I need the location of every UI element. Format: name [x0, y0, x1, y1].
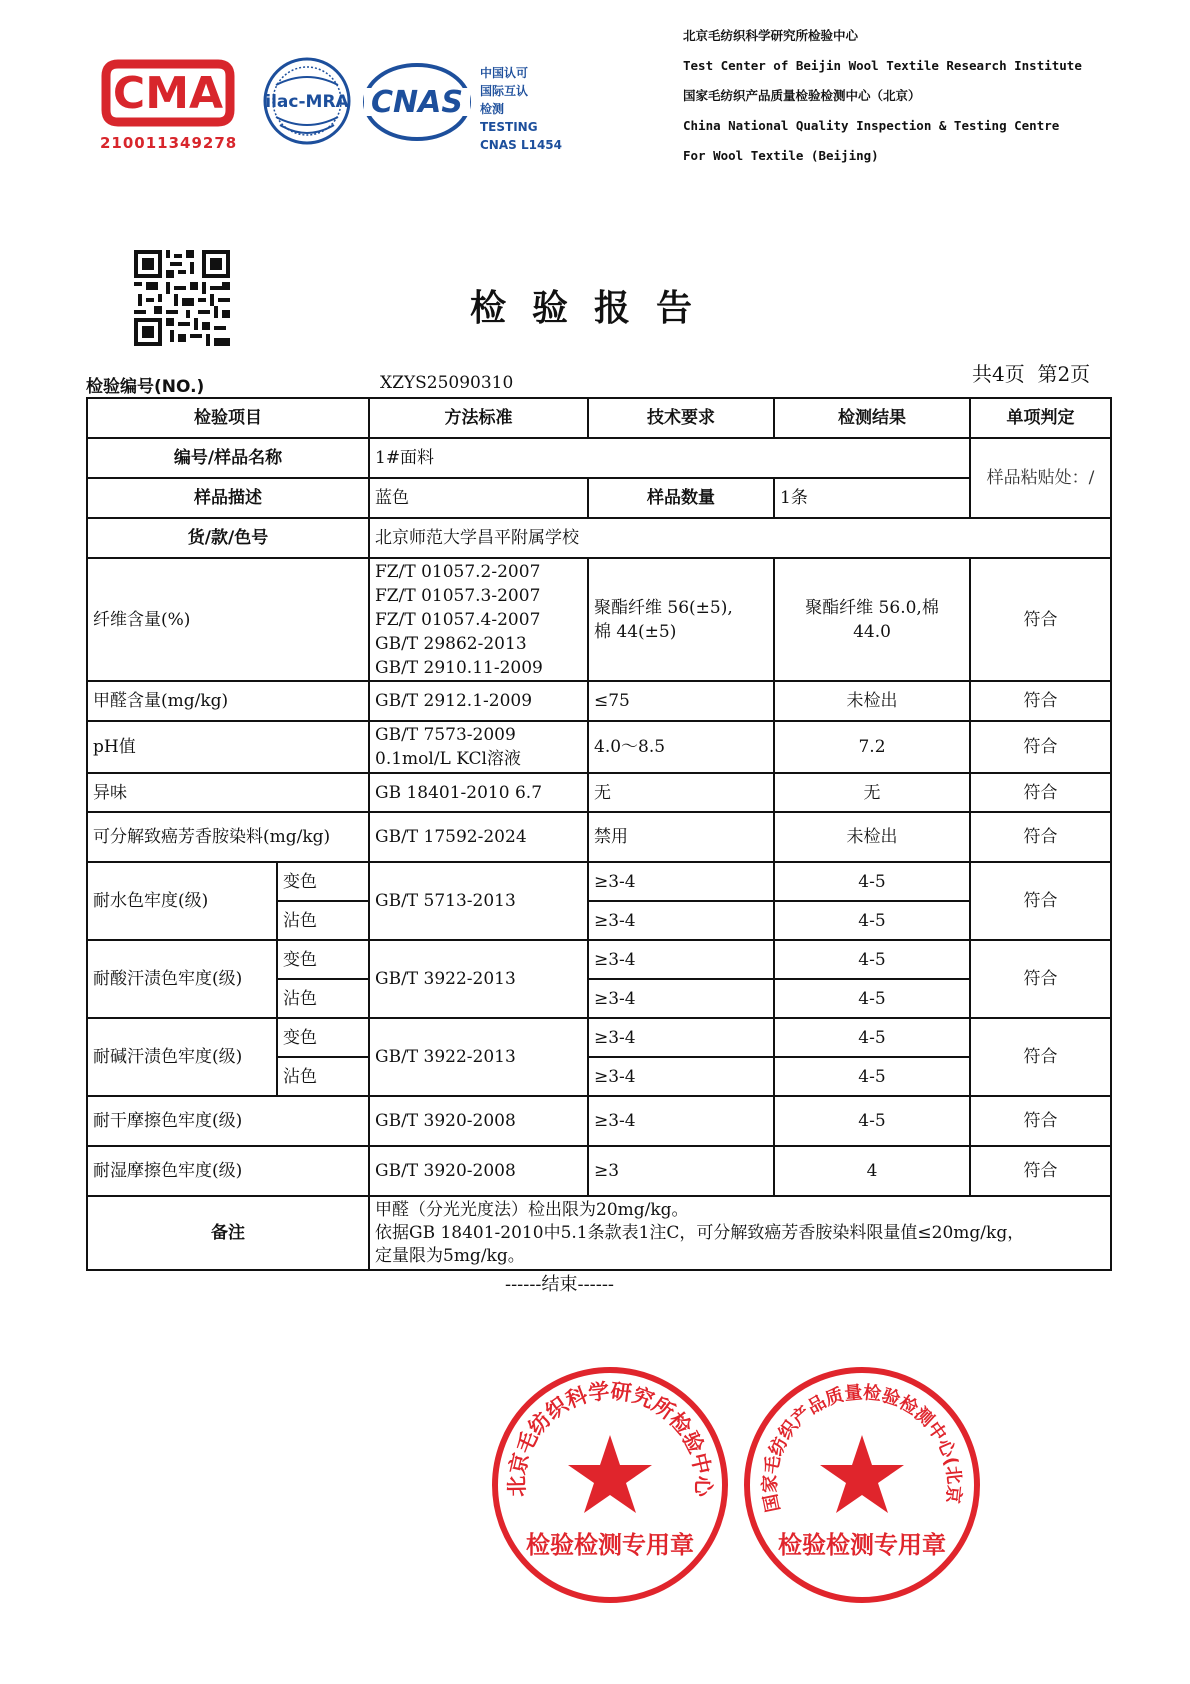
result-cell: 4-5 — [774, 1096, 970, 1146]
result-cell: 未检出 — [774, 681, 970, 721]
result-cell: 4-5 — [774, 979, 970, 1018]
requirement-cell: 禁用 — [588, 812, 774, 862]
col-header-result: 检测结果 — [774, 398, 970, 438]
result-cell: 4-5 — [774, 862, 970, 901]
institute-name-cn: 北京毛纺织科学研究所检验中心 — [683, 28, 859, 43]
cnas-line: 检测 — [480, 102, 505, 116]
requirement-cell: ≥3-4 — [588, 940, 774, 979]
cnas-line: CNAS L1454 — [480, 138, 563, 152]
style-label: 货/款/色号 — [87, 518, 369, 558]
judgement-cell: 符合 — [970, 681, 1111, 721]
item-cell: pH值 — [87, 721, 369, 773]
method-cell: FZ/T 01057.2-2007 FZ/T 01057.3-2007 FZ/T 01057.4-2007 GB/T 29862-2013 GB/T 2910.11-2009 — [369, 558, 588, 681]
star-icon — [568, 1435, 652, 1513]
item-cell: 耐水色牢度(级) — [87, 862, 277, 940]
item-cell: 耐酸汗渍色牢度(级) — [87, 940, 277, 1018]
cnas-text — [480, 64, 562, 154]
sub-item-cell: 沾色 — [277, 1057, 369, 1096]
remarks-row — [87, 1196, 1111, 1270]
cnas-logo — [362, 62, 472, 142]
result-cell: 4 — [774, 1146, 970, 1196]
table-row — [87, 773, 1111, 812]
method-cell: GB/T 5713-2013 — [369, 862, 588, 940]
table-row — [87, 1146, 1111, 1196]
requirement-cell: ≥3-4 — [588, 1096, 774, 1146]
institute-block — [683, 28, 1103, 164]
sample-id-label: 编号/样品名称 — [87, 438, 369, 478]
requirement-cell: 无 — [588, 773, 774, 812]
sample-desc-row — [87, 478, 1111, 518]
result-cell: 未检出 — [774, 812, 970, 862]
sample-qty-label: 样品数量 — [588, 478, 774, 518]
item-cell: 耐干摩擦色牢度(级) — [87, 1096, 369, 1146]
table-row — [87, 558, 1111, 681]
judgement-cell: 符合 — [970, 1146, 1111, 1196]
method-cell: GB/T 3922-2013 — [369, 940, 588, 1018]
requirement-cell: 聚酯纤维 56(±5), 棉 44(±5) — [588, 558, 774, 681]
sub-item-cell: 沾色 — [277, 979, 369, 1018]
col-header-judgement: 单项判定 — [970, 398, 1111, 438]
requirement-cell: ≥3 — [588, 1146, 774, 1196]
judgement-cell: 符合 — [970, 862, 1111, 940]
star-icon — [820, 1435, 904, 1513]
item-cell: 纤维含量(%) — [87, 558, 369, 681]
report-no-label: 检验编号(NO.) — [86, 377, 205, 397]
col-header-item: 检验项目 — [87, 398, 369, 438]
sample-sticker — [970, 438, 1111, 518]
result-cell: 无 — [774, 773, 970, 812]
institute-name-en: Test Center of Beijin Wool Textile Research Institute — [683, 58, 1082, 73]
result-cell: 4-5 — [774, 901, 970, 940]
requirement-cell: ≥3-4 — [588, 1018, 774, 1057]
sample-sticker-text: 样品粘贴处：/ — [986, 468, 1095, 488]
table-row — [87, 1018, 1111, 1057]
requirement-cell: ≥3-4 — [588, 862, 774, 901]
sample-id-row — [87, 438, 1111, 478]
method-cell: GB 18401-2010 6.7 — [369, 773, 588, 812]
sample-id: 1#面料 — [369, 438, 970, 478]
centre-name-en: China National Quality Inspection & Testing Centre — [683, 118, 1060, 133]
item-cell: 异味 — [87, 773, 369, 812]
official-stamp-2 — [742, 1365, 982, 1605]
centre-name-cn: 国家毛纺织产品质量检验检测中心（北京） — [683, 88, 921, 103]
requirement-cell: ≥3-4 — [588, 901, 774, 940]
result-cell: 4-5 — [774, 1057, 970, 1096]
method-cell: GB/T 7573-2009 0.1mol/L KCl溶液 — [369, 721, 588, 773]
centre-name-en-2: For Wool Textile (Beijing) — [683, 148, 879, 163]
table-row — [87, 1096, 1111, 1146]
ilac-mark: ilac-MRA — [265, 92, 349, 112]
item-cell: 耐碱汗渍色牢度(级) — [87, 1018, 277, 1096]
requirement-cell: 4.0～8.5 — [588, 721, 774, 773]
report-title: 检验报告 — [470, 288, 719, 329]
judgement-cell: 符合 — [970, 812, 1111, 862]
judgement-cell: 符合 — [970, 773, 1111, 812]
judgement-cell: 符合 — [970, 558, 1111, 681]
report-no: XZYS25090310 — [380, 373, 514, 393]
page-info: 共4页 第2页 — [972, 362, 1091, 386]
item-cell: 甲醛含量(mg/kg) — [87, 681, 369, 721]
stamp-center-text: 检验检测专用章 — [778, 1531, 946, 1559]
result-cell: 4-5 — [774, 1018, 970, 1057]
result-cell: 聚酯纤维 56.0,棉 44.0 — [774, 558, 970, 681]
result-cell: 7.2 — [774, 721, 970, 773]
cnas-line: TESTING — [480, 120, 538, 134]
col-header-requirement: 技术要求 — [588, 398, 774, 438]
judgement-cell: 符合 — [970, 940, 1111, 1018]
style-value: 北京师范大学昌平附属学校 — [369, 518, 1111, 558]
remarks-text: 甲醛（分光光度法）检出限为20mg/kg。 依据GB 18401-2010中5.1条款表1注C，可分解致癌芳香胺染料限量值≤20mg/kg， 定量限为5mg/kg。 — [369, 1196, 1111, 1270]
table-row — [87, 681, 1111, 721]
header-row — [87, 398, 1111, 438]
cma-code: 210011349278 — [100, 134, 238, 152]
cnas-mark: CNAS — [371, 85, 463, 120]
judgement-cell: 符合 — [970, 1096, 1111, 1146]
requirement-cell: ≥3-4 — [588, 979, 774, 1018]
stamp-ring-text: 北京毛纺织科学研究所检验中心 — [504, 1379, 716, 1497]
end-marker: ------结束------ — [505, 1274, 614, 1295]
table-row — [87, 862, 1111, 901]
method-cell: GB/T 2912.1-2009 — [369, 681, 588, 721]
judgement-cell: 符合 — [970, 721, 1111, 773]
sub-item-cell: 变色 — [277, 1018, 369, 1057]
cnas-line: 中国认可 — [480, 66, 529, 80]
sub-item-cell: 变色 — [277, 940, 369, 979]
col-header-method: 方法标准 — [369, 398, 588, 438]
qr-code — [134, 250, 230, 346]
requirement-cell: ≥3-4 — [588, 1057, 774, 1096]
inspection-table — [86, 397, 1112, 1271]
table-row — [87, 940, 1111, 979]
remarks-label: 备注 — [87, 1196, 369, 1270]
stamp-ring-text: 国家毛纺织产品质量检验检测中心(北京 — [759, 1382, 965, 1514]
sub-item-cell: 变色 — [277, 862, 369, 901]
method-cell: GB/T 17592-2024 — [369, 812, 588, 862]
cnas-line: 国际互认 — [480, 84, 529, 98]
cma-logo — [100, 58, 236, 150]
item-cell: 可分解致癌芳香胺染料(mg/kg) — [87, 812, 369, 862]
sample-desc-label: 样品描述 — [87, 478, 369, 518]
judgement-cell: 符合 — [970, 1018, 1111, 1096]
style-row — [87, 518, 1111, 558]
method-cell: GB/T 3920-2008 — [369, 1146, 588, 1196]
sample-qty: 1条 — [774, 478, 970, 518]
method-cell: GB/T 3920-2008 — [369, 1096, 588, 1146]
table-row — [87, 812, 1111, 862]
official-stamp-1 — [490, 1365, 730, 1605]
result-cell: 4-5 — [774, 940, 970, 979]
cma-mark: CMA — [112, 68, 224, 119]
requirement-cell: ≤75 — [588, 681, 774, 721]
ilac-mra-logo — [262, 55, 352, 147]
table-row — [87, 721, 1111, 773]
sample-desc: 蓝色 — [369, 478, 588, 518]
item-cell: 耐湿摩擦色牢度(级) — [87, 1146, 369, 1196]
sub-item-cell: 沾色 — [277, 901, 369, 940]
method-cell: GB/T 3922-2013 — [369, 1018, 588, 1096]
stamp-center-text: 检验检测专用章 — [526, 1531, 694, 1559]
